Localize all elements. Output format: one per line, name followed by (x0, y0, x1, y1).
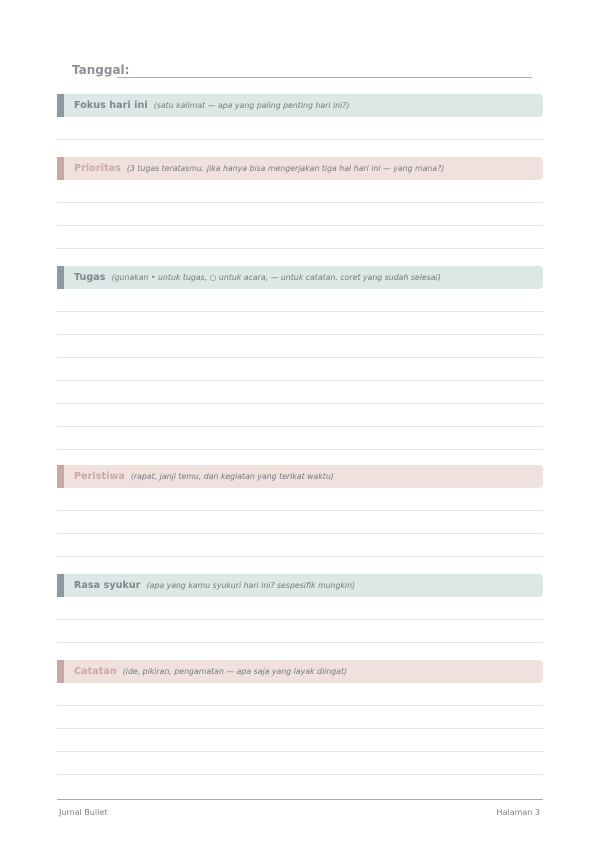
date-row (72, 63, 532, 79)
section-header (57, 660, 543, 683)
writing-line[interactable] (57, 752, 543, 775)
section-catatan (57, 660, 543, 775)
date-input-line[interactable] (117, 77, 532, 78)
writing-lines (57, 180, 543, 249)
section-prioritas (57, 157, 543, 249)
writing-line[interactable] (57, 706, 543, 729)
section-header (57, 157, 543, 180)
writing-lines (57, 488, 543, 557)
footer-divider (57, 799, 543, 800)
section-header (57, 94, 543, 117)
section-header (57, 574, 543, 597)
writing-line[interactable] (57, 203, 543, 226)
section-hint: (rapat, janji temu, dan kegiatan yang terikat waktu) (130, 472, 334, 481)
writing-lines (57, 289, 543, 450)
section-hint: (ide, pikiran, pengamatan — apa saja yang layak diingat) (122, 667, 348, 676)
section-header (57, 465, 543, 488)
writing-line[interactable] (57, 488, 543, 511)
writing-line[interactable] (57, 289, 543, 312)
writing-line[interactable] (57, 683, 543, 706)
section-accent-bar (57, 465, 64, 488)
writing-line[interactable] (57, 358, 543, 381)
section-title: Rasa syukur (74, 580, 141, 591)
section-accent-bar (57, 660, 64, 683)
section-title: Catatan (74, 666, 117, 677)
writing-line[interactable] (57, 312, 543, 335)
writing-lines (57, 683, 543, 775)
section-title: Fokus hari ini (74, 100, 148, 111)
section-accent-bar (57, 94, 64, 117)
section-accent-bar (57, 266, 64, 289)
section-title: Tugas (74, 272, 106, 283)
section-accent-bar (57, 157, 64, 180)
section-title: Prioritas (74, 163, 121, 174)
writing-line[interactable] (57, 404, 543, 427)
section-hint: (3 tugas teratasmu. jika hanya bisa mengerjakan tiga hal hari ini — yang mana?) (126, 164, 445, 173)
writing-line[interactable] (57, 620, 543, 643)
section-syukur (57, 574, 543, 643)
writing-line[interactable] (57, 381, 543, 404)
writing-line[interactable] (57, 117, 543, 140)
writing-line[interactable] (57, 729, 543, 752)
footer-journal-name: Jurnal Bullet (59, 808, 108, 817)
writing-line[interactable] (57, 226, 543, 249)
section-header (57, 266, 543, 289)
section-title: Peristiwa (74, 471, 125, 482)
writing-line[interactable] (57, 335, 543, 358)
section-hint: (apa yang kamu syukuri hari ini? sespesifik mungkin) (146, 581, 356, 590)
writing-line[interactable] (57, 427, 543, 450)
writing-line[interactable] (57, 597, 543, 620)
writing-lines (57, 597, 543, 643)
section-tugas (57, 266, 543, 450)
writing-line[interactable] (57, 180, 543, 203)
writing-line[interactable] (57, 534, 543, 557)
section-peristiwa (57, 465, 543, 557)
section-hint: (gunakan • untuk tugas, ○ untuk acara, — untuk catatan. coret yang sudah selesai) (111, 273, 441, 282)
writing-line[interactable] (57, 511, 543, 534)
footer-page-number: Halaman 3 (496, 808, 540, 817)
date-label: Tanggal: (72, 63, 130, 77)
section-fokus (57, 94, 543, 140)
writing-lines (57, 117, 543, 140)
section-hint: (satu kalimat — apa yang paling penting hari ini?) (153, 101, 350, 110)
section-accent-bar (57, 574, 64, 597)
